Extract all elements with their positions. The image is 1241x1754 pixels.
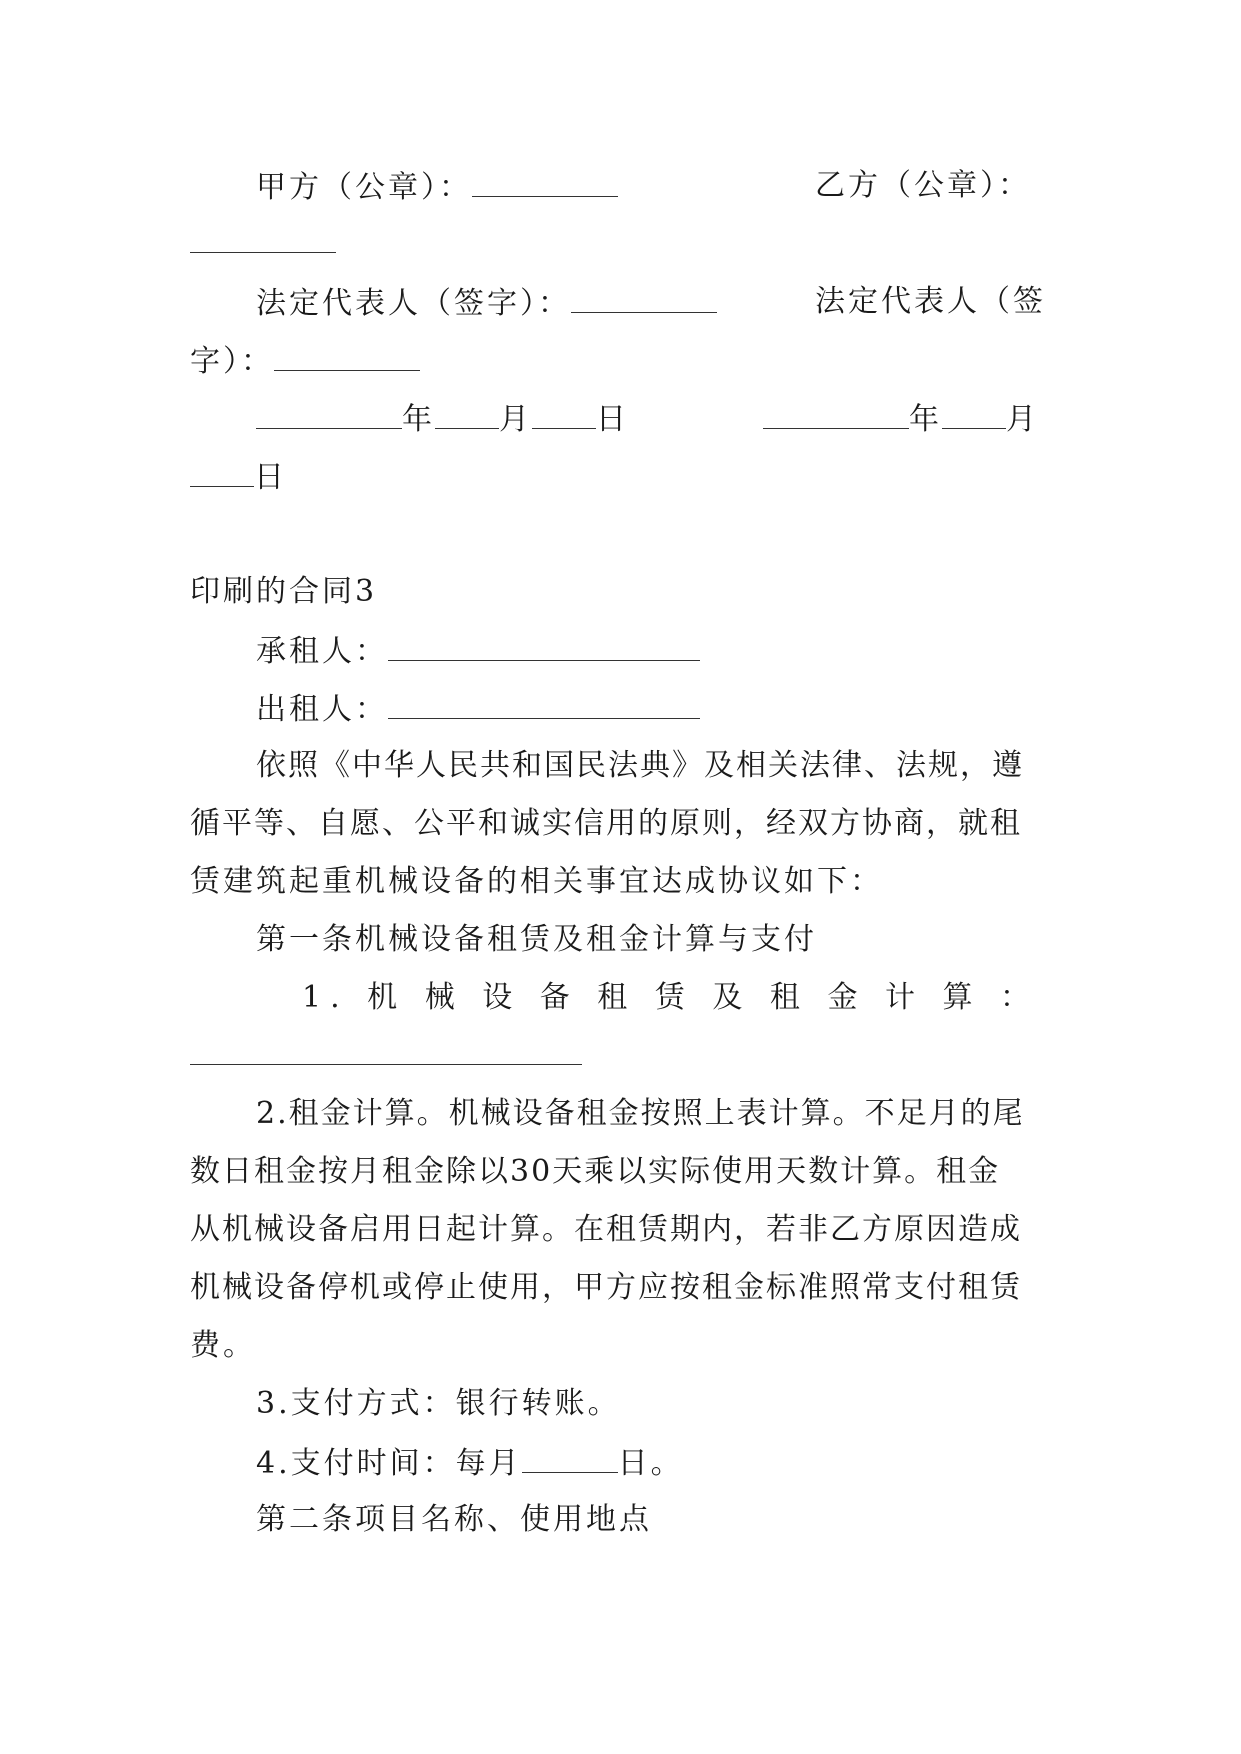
item-1-blank-line [190, 1034, 582, 1076]
lessee-label: 承租人： [256, 634, 388, 669]
date-a-day-blank [532, 398, 596, 429]
party-a-seal-label: 甲方（公章）： [256, 170, 472, 205]
party-b-seal-blank [190, 222, 336, 253]
date-a-year-label: 年 [402, 402, 435, 437]
article-2-title: 第二条项目名称、使用地点 [256, 1502, 652, 1537]
item-2-line-4: 机械设备停机或停止使用，甲方应按租金标准照常支付租赁 [190, 1270, 1022, 1305]
lessor-line [256, 688, 700, 730]
lessor-blank [388, 688, 700, 719]
lessee-blank [388, 630, 700, 661]
legal-rep-b-line [815, 282, 1046, 322]
date-b-day-blank [190, 456, 254, 487]
legal-rep-b-cont-line [190, 340, 420, 382]
legal-rep-b-cont-label: 字）： [190, 344, 274, 379]
article-1-title: 第一条机械设备租赁及租金计算与支付 [256, 922, 817, 957]
item-3: 3.支付方式：银行转账。 [256, 1386, 621, 1421]
legal-rep-b-label: 法定代表人（签 [815, 284, 1046, 319]
item-1: 1. 机 械 设 备 租 赁 及 租 金 计 算 ： [302, 980, 1040, 1015]
date-a-line [256, 398, 629, 440]
item-2-line-2: 数日租金按月租金除以30天乘以实际使用天数计算。租金 [190, 1154, 1001, 1189]
item-4-line [256, 1442, 684, 1484]
intro-line-1: 依照《中华人民共和国民法典》及相关法律、法规，遵 [256, 748, 1024, 783]
date-a-month-blank [435, 398, 499, 429]
date-b-line [763, 398, 1039, 440]
party-b-seal-blank-line [190, 222, 336, 264]
intro-line-3: 赁建筑起重机械设备的相关事宜达成协议如下： [190, 864, 883, 899]
date-b-month-label: 月 [1006, 402, 1039, 437]
item-4-day-blank [522, 1442, 618, 1473]
item-1-blank [190, 1034, 582, 1065]
date-b-day-label: 日 [254, 460, 287, 495]
lessee-line [256, 630, 700, 672]
legal-rep-a-line [256, 282, 717, 324]
legal-rep-a-blank [571, 282, 717, 313]
date-b-day-line [190, 456, 287, 498]
date-a-month-label: 月 [499, 402, 532, 437]
party-b-seal-line [815, 166, 1031, 206]
item-4-suffix: 日。 [617, 1446, 684, 1481]
legal-rep-a-label: 法定代表人（签字）： [256, 286, 571, 321]
party-b-seal-label: 乙方（公章）： [815, 168, 1031, 203]
party-a-seal-line [256, 166, 618, 208]
party-a-seal-blank [472, 166, 618, 197]
item-2-line-5: 费。 [190, 1328, 256, 1363]
date-b-year-label: 年 [909, 402, 942, 437]
contract-title: 印刷的合同3 [190, 574, 378, 609]
legal-rep-b-blank [274, 340, 420, 371]
intro-line-2: 循平等、自愿、公平和诚实信用的原则，经双方协商，就租 [190, 806, 1022, 841]
item-2-line-1: 2.租金计算。机械设备租金按照上表计算。不足月的尾 [256, 1096, 1025, 1131]
item-2-line-3: 从机械设备启用日起计算。在租赁期内，若非乙方原因造成 [190, 1212, 1022, 1247]
date-b-month-blank [942, 398, 1006, 429]
item-4-prefix: 4.支付时间：每月 [256, 1446, 522, 1481]
date-a-year-blank [256, 398, 402, 429]
date-b-year-blank [763, 398, 909, 429]
date-a-day-label: 日 [596, 402, 629, 437]
lessor-label: 出租人： [256, 692, 388, 727]
